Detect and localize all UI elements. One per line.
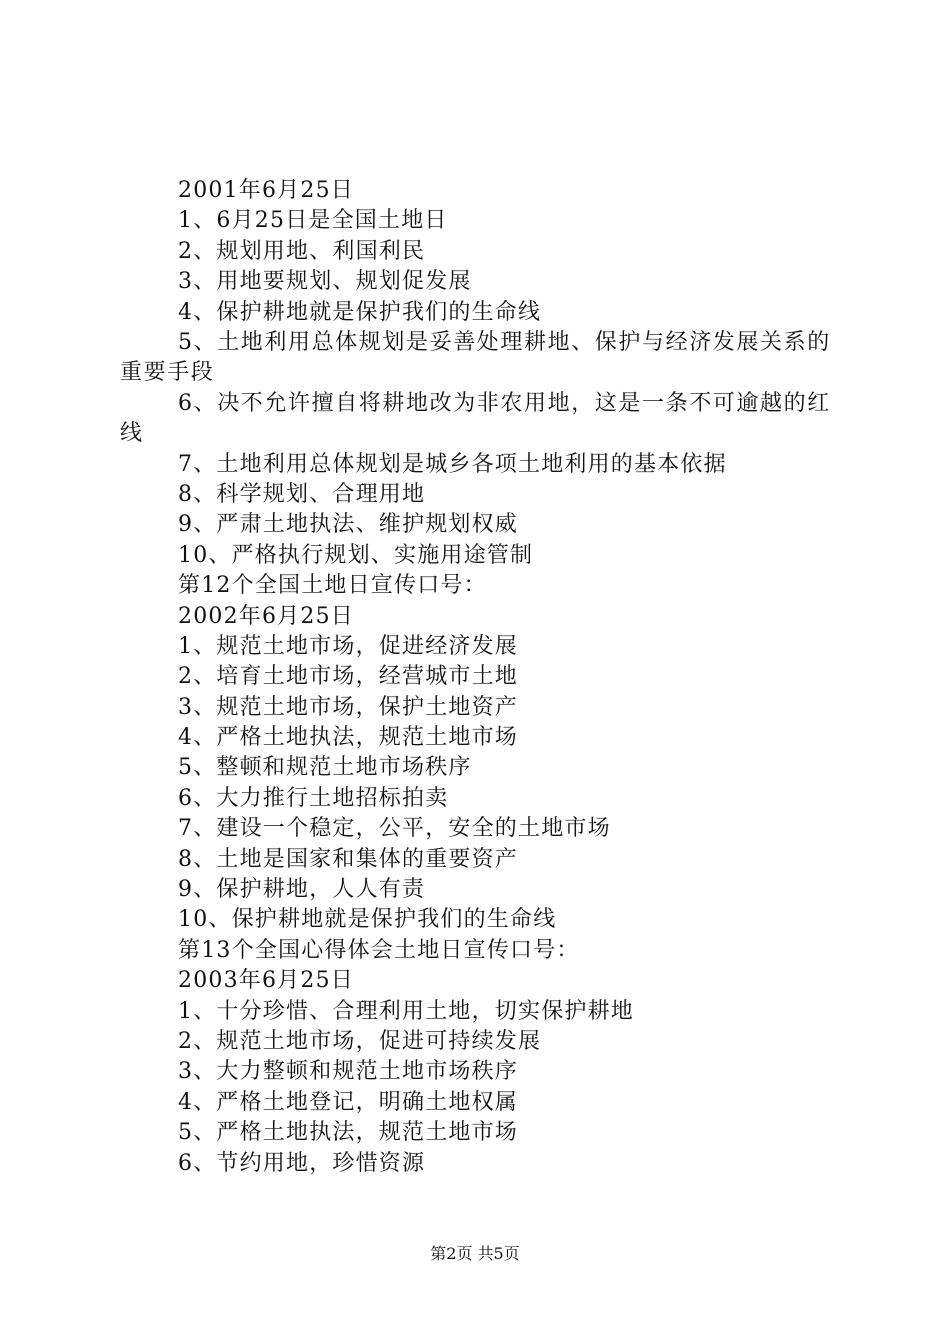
text-paragraph: 5、土地利用总体规划是妥善处理耕地、保护与经济发展关系的重要手段 [120,329,831,386]
text-line: 6、节约用地，珍惜资源 [178,1150,426,1176]
text-line: 2002年6月25日 [178,603,354,629]
text-line: 3、大力整顿和规范土地市场秩序 [178,1059,518,1085]
text-line: 8、土地是国家和集体的重要资产 [178,846,518,872]
text-line: 9、保护耕地，人人有责 [178,877,426,903]
text-line: 4、严格土地登记，明确土地权属 [178,1089,518,1115]
text-line: 3、用地要规划、规划促发展 [178,269,472,295]
text-line: 1、十分珍惜、合理利用土地，切实保护耕地 [178,998,634,1024]
text-line: 7、建设一个稳定，公平，安全的土地市场 [178,816,611,842]
text-line: 1、规范土地市场，促进经济发展 [178,633,518,659]
text-line: 2003年6月25日 [178,968,354,994]
text-line: 3、规范土地市场，保护土地资产 [178,694,518,720]
text-line: 4、保护耕地就是保护我们的生命线 [178,299,542,325]
text-line: 9、严肃土地执法、维护规划权威 [178,512,518,538]
text-line: 2、培育土地市场，经营城市土地 [178,664,518,690]
text-line: 7、土地利用总体规划是城乡各项土地利用的基本依据 [178,451,727,477]
text-line: 10、保护耕地就是保护我们的生命线 [178,907,557,933]
text-line: 1、6月25日是全国土地日 [178,208,448,234]
text-line: 2、规范土地市场，促进可持续发展 [178,1029,542,1054]
page-footer [0,1244,950,1264]
text-line: 6、大力推行土地招标拍卖 [178,785,449,811]
section-heading: 第13个全国心得体会土地日宣传口号： [178,937,580,963]
text-line: 5、整顿和规范土地市场秩序 [178,755,472,781]
text-line: 5、严格土地执法，规范土地市场 [178,1120,518,1146]
text-line: 2、规划用地、利国利民 [178,238,426,264]
text-line: 2001年6月25日 [178,178,354,203]
text-line: 4、严格土地执法，规范土地市场 [178,725,518,751]
document-body [120,176,835,1179]
text-line: 10、严格执行规划、实施用途管制 [178,542,534,568]
page-number: 第2页 共5页 [430,1244,520,1263]
section-heading: 第12个全国土地日宣传口号： [178,573,487,599]
text-paragraph: 6、决不允许擅自将耕地改为非农用地，这是一条不可逾越的红线 [120,390,831,447]
text-line: 8、科学规划、合理用地 [178,481,426,507]
